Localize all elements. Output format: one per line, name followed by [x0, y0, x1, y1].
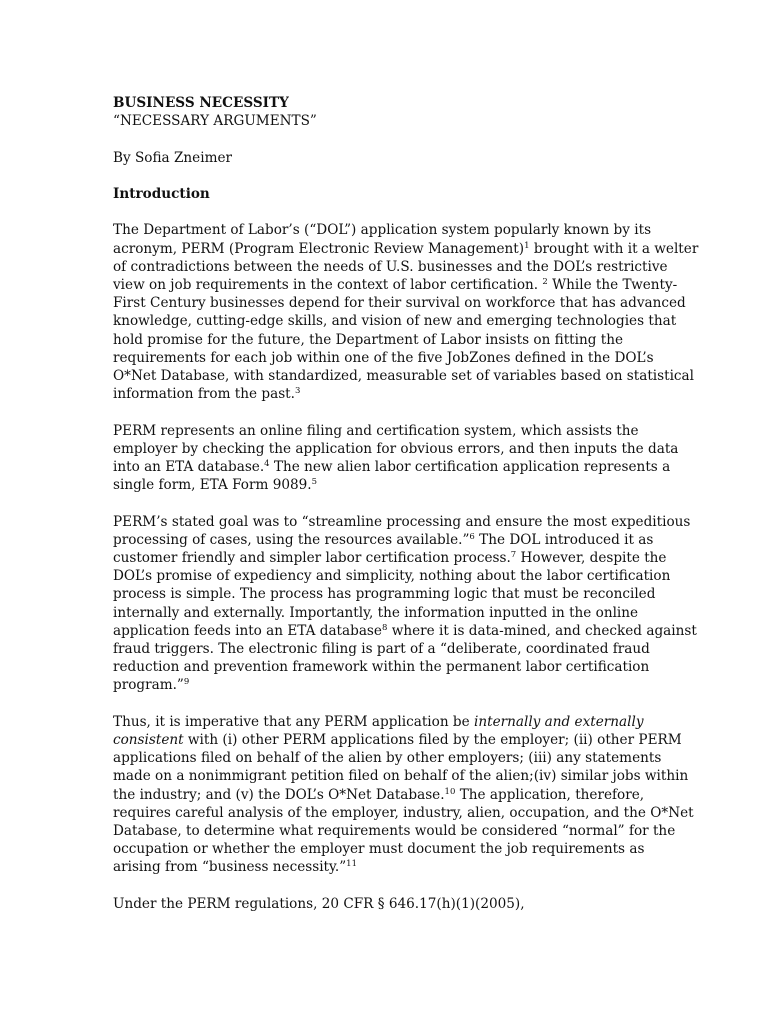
text-segment: program.”: [113, 677, 184, 694]
text-line: [113, 312, 677, 330]
text-segment: knowledge, cutting-edge skills, and vision of new and emerging technologies that: [113, 313, 677, 330]
text-segment: While the Twenty-: [547, 276, 678, 293]
emphasis-text: consistent: [113, 732, 184, 749]
text-segment: The application, therefore,: [455, 786, 645, 803]
text-segment: hold promise for the future, the Department of Labor insists on fitting the: [113, 331, 624, 348]
text-line: [113, 385, 670, 403]
text-segment: of contradictions between the needs of U.S. businesses and the DOL’s restrictive: [113, 258, 668, 275]
text-segment: Database, to determine what requirements would be considered “normal” for the: [113, 823, 676, 840]
text-line: [113, 640, 670, 658]
emphasis-text: internally and externally: [474, 713, 644, 730]
footnote-ref: 3: [294, 386, 301, 397]
spacer: [113, 203, 670, 221]
paragraph: [113, 221, 699, 403]
footnote-ref: 7: [510, 550, 517, 560]
text-line: [113, 804, 694, 822]
text-segment: arising from “business necessity.”: [113, 859, 347, 876]
text-segment: brought with it a welter: [529, 240, 699, 257]
text-segment: made on a nonimmigrant petition filed on behalf of the alien;(iv) similar jobs within: [113, 768, 689, 785]
text-line: [113, 567, 670, 585]
text-line: [113, 531, 670, 549]
text-line: [113, 840, 670, 858]
text-line: [113, 549, 670, 567]
text-segment: processing of cases, using the resources available.”: [113, 531, 470, 548]
paragraph: [113, 713, 694, 877]
text-segment: requirements for each job within one of the five JobZones defined in the DOL’s: [113, 349, 654, 366]
footnote-ref: 10: [444, 786, 456, 797]
footnote-ref: 5: [311, 477, 318, 488]
text-line: [113, 676, 670, 694]
text-line: [113, 367, 695, 385]
text-line: [113, 585, 670, 603]
text-line: [113, 458, 670, 476]
last-line: Under the PERM regulations, 20 CFR § 646.17(h)(1)(2005),: [113, 895, 525, 912]
text-line: [113, 858, 670, 876]
text-segment: process is simple. The process has programming logic that must be reconciled: [113, 586, 656, 603]
text-segment: DOL’s promise of expediency and simplicity, nothing about the labor certification: [113, 568, 671, 585]
spacer: [113, 494, 670, 512]
text-segment: PERM represents an online filing and certification system, which assists the: [113, 422, 639, 439]
text-segment: view on job requirements in the context of labor certification.: [113, 276, 543, 293]
text-line: [113, 331, 670, 349]
text-segment: The new alien labor certification application represents a: [269, 459, 671, 475]
text-segment: into an ETA database.: [113, 459, 265, 475]
footnote-ref: 9: [183, 677, 190, 688]
text-segment: fraud triggers. The electronic filing is part of a “deliberate, coordinated fraud: [113, 641, 650, 658]
text-line: [113, 658, 670, 676]
text-line: [113, 767, 689, 785]
paragraph: [113, 422, 679, 495]
text-segment: acronym, PERM (Program Electronic Review Management): [113, 240, 525, 257]
text-line: [113, 604, 670, 622]
text-line: [113, 258, 670, 276]
text-line: [113, 349, 670, 367]
text-segment: where it is data-mined, and checked against: [387, 622, 697, 639]
document-subtitle: “NECESSARY ARGUMENTS”: [113, 113, 317, 130]
text-line: [113, 713, 670, 731]
text-line: [113, 294, 686, 312]
text-segment: with (i) other PERM applications filed by the employer; (ii) other PERM: [183, 732, 682, 749]
text-line: [113, 513, 691, 531]
text-line: [113, 749, 670, 767]
text-line: [113, 221, 670, 239]
text-segment: However, despite the: [516, 550, 667, 566]
text-segment: The Department of Labor’s (“DOL”) application system popularly known by its: [113, 222, 652, 239]
footnote-ref: 1: [524, 240, 530, 251]
body-text: [113, 221, 699, 894]
text-line: [113, 731, 682, 749]
section-heading: Introduction: [113, 185, 210, 202]
text-line: [113, 240, 699, 258]
footnote-ref: 8: [381, 622, 388, 633]
text-segment: applications filed on behalf of the alien by other employers; (iii) any statements: [113, 750, 662, 767]
text-segment: reduction and prevention framework within the permanent labor certification: [113, 659, 650, 676]
text-segment: information from the past.: [113, 386, 295, 403]
text-segment: The DOL introduced it as: [474, 531, 654, 548]
footnote-ref: 11: [346, 859, 357, 870]
spacer: [113, 167, 670, 185]
text-segment: First Century businesses depend for their survival on workforce that has advanced: [113, 295, 686, 312]
text-line: [113, 476, 670, 494]
text-line: [113, 276, 678, 294]
author-byline: By Sofia Zneimer: [113, 149, 233, 166]
spacer: [113, 695, 670, 713]
spacer: [113, 877, 670, 895]
text-line: [113, 786, 670, 804]
text-segment: PERM’s stated goal was to “streamline processing and ensure the most expeditious: [113, 513, 691, 530]
text-segment: customer friendly and simpler labor certification process.: [113, 550, 511, 566]
document-title: BUSINESS NECESSITY: [113, 95, 289, 111]
text-line: [113, 422, 670, 440]
text-segment: single form, ETA Form 9089.: [113, 477, 312, 494]
footnote-ref: 2: [542, 276, 548, 287]
text-segment: employer by checking the application for obvious errors, and then inputs the data: [113, 440, 679, 457]
spacer: [113, 130, 670, 148]
text-segment: internally and externally. Importantly, the information inputted in the online: [113, 604, 639, 621]
paragraph: [113, 513, 697, 695]
text-line: [113, 622, 697, 640]
footnote-ref: 4: [264, 459, 270, 469]
text-line: [113, 822, 676, 840]
footnote-ref: 6: [469, 531, 475, 542]
text-segment: Thus, it is imperative that any PERM application be: [113, 713, 474, 730]
text-segment: occupation or whether the employer must document the job requirements as: [113, 841, 645, 858]
text-segment: the industry; and (v) the DOL’s O*Net Database.: [113, 786, 445, 803]
text-line: [113, 440, 679, 458]
spacer: [113, 403, 670, 421]
text-segment: O*Net Database, with standardized, measurable set of variables based on statistical: [113, 368, 695, 384]
text-segment: application feeds into an ETA database: [113, 622, 382, 639]
text-segment: requires careful analysis of the employer, industry, alien, occupation, and the O*Net: [113, 804, 694, 821]
